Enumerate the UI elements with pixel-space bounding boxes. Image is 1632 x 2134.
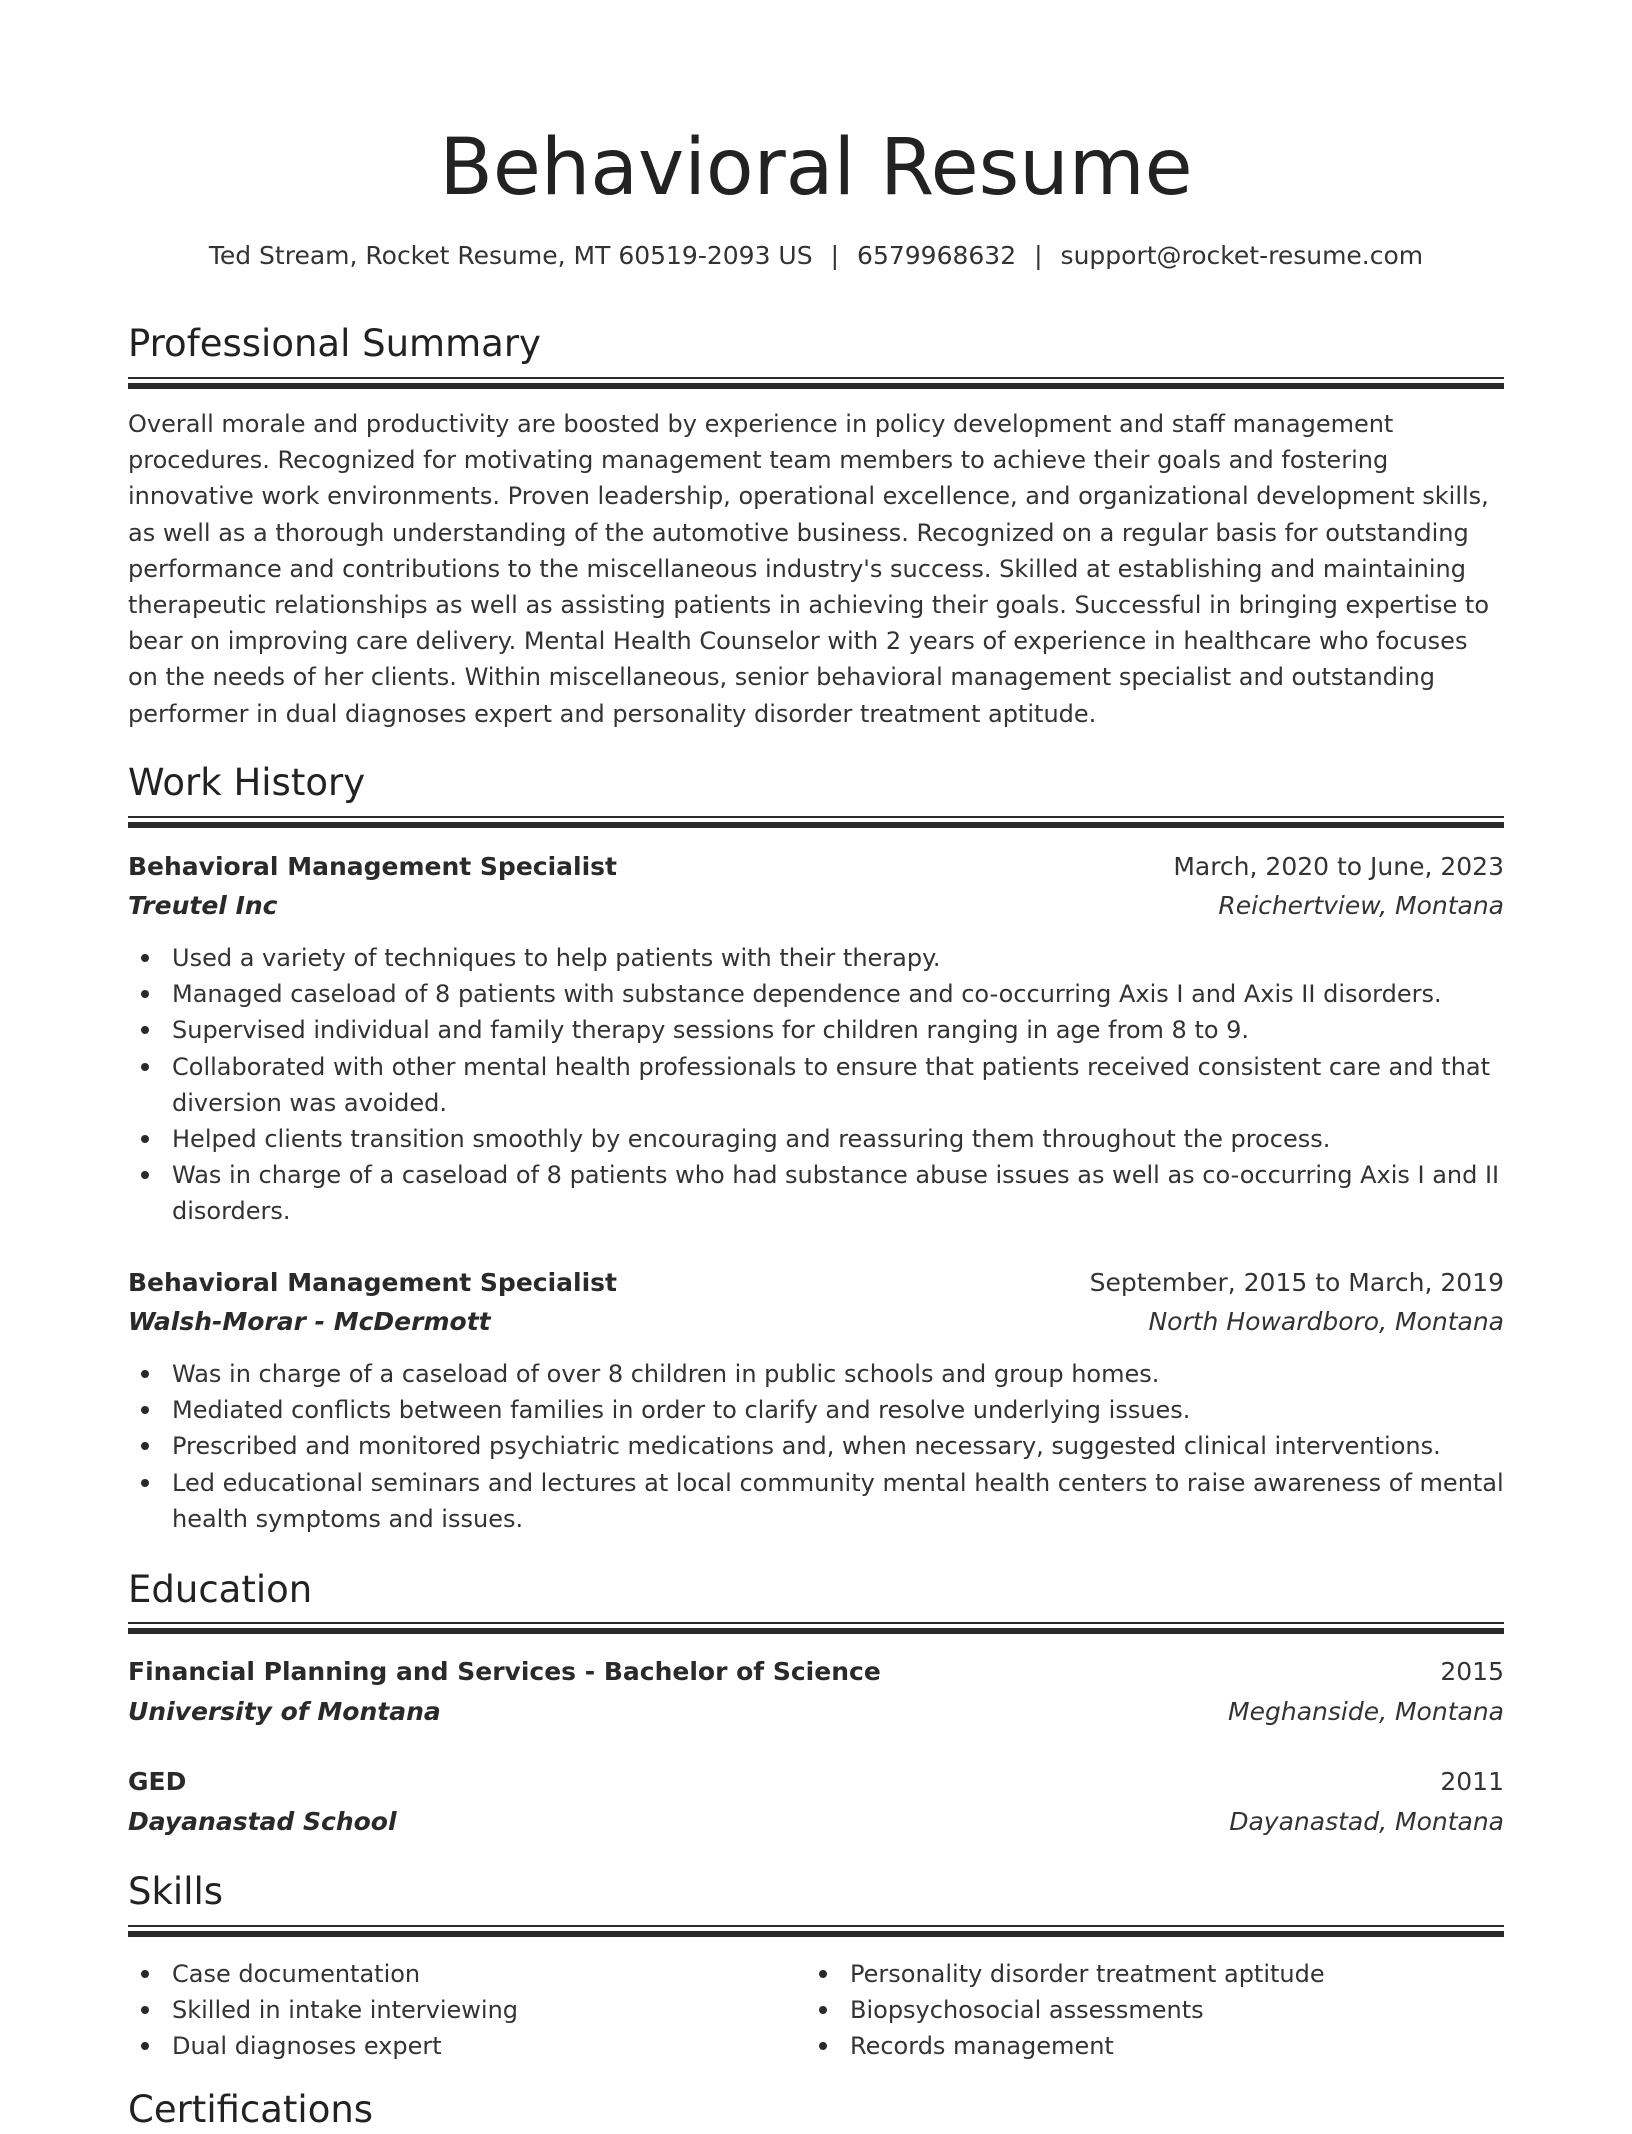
job-location: North Howardboro, Montana	[1148, 1307, 1504, 1336]
section-divider	[128, 816, 1504, 828]
contact-line	[128, 238, 1504, 274]
section-heading-education: Education	[128, 1568, 313, 1611]
list-item: Was in charge of a caseload of over 8 children in public schools and group homes.	[128, 1356, 1504, 1392]
job-subheader	[128, 886, 1504, 926]
bullet-icon	[819, 1970, 827, 1978]
list-item: Personality disorder treatment aptitude	[806, 1956, 1466, 1992]
section-heading-certifications: Certifications	[128, 2088, 374, 2131]
contact-phone: 6579968632	[857, 241, 1017, 270]
education-subheader	[128, 1802, 1504, 1842]
job-title: Behavioral Management Specialist	[128, 852, 618, 881]
job-location: Reichertview, Montana	[1218, 891, 1504, 920]
list-item: Biopsychosocial assessments	[806, 1992, 1466, 2028]
list-item: Mediated conflicts between families in order to clarify and resolve underlying issues.	[128, 1392, 1504, 1428]
section-divider	[128, 1622, 1504, 1634]
list-item: Case documentation	[128, 1956, 788, 1992]
job-dates: March, 2020 to June, 2023	[1173, 852, 1504, 881]
bullet-icon	[141, 2042, 149, 2050]
job-company: Walsh-Morar - McDermott	[128, 1307, 491, 1336]
job-company: Treutel Inc	[128, 891, 278, 920]
education-header	[128, 1652, 1504, 1692]
job-bullets	[128, 940, 1504, 1230]
bullet-icon	[819, 2006, 827, 2014]
bullet-icon	[141, 1171, 149, 1179]
bullet-icon	[141, 1063, 149, 1071]
bullet-icon	[141, 1370, 149, 1378]
list-item: Managed caseload of 8 patients with substance dependence and co-occurring Axis I and Axis II disorders.	[128, 976, 1504, 1012]
bullet-icon	[141, 1442, 149, 1450]
bullet-icon	[141, 1479, 149, 1487]
education-degree: GED	[128, 1767, 187, 1796]
contact-email: support@rocket-resume.com	[1060, 241, 1424, 270]
section-divider	[128, 1925, 1504, 1937]
list-item: Dual diagnoses expert	[128, 2028, 788, 2064]
contact-address: Ted Stream, Rocket Resume, MT 60519-2093 US	[208, 241, 813, 270]
education-subheader	[128, 1692, 1504, 1732]
job-header	[128, 847, 1504, 887]
job-subheader	[128, 1302, 1504, 1342]
education-year: 2015	[1440, 1657, 1504, 1686]
list-item: Led educational seminars and lectures at local community mental health centers to raise awareness of mental health symptoms and issues.	[128, 1465, 1504, 1537]
job-title: Behavioral Management Specialist	[128, 1268, 618, 1297]
education-school: University of Montana	[128, 1697, 441, 1726]
job-bullets	[128, 1356, 1504, 1537]
education-location: Meghanside, Montana	[1228, 1697, 1504, 1726]
bullet-icon	[141, 1406, 149, 1414]
section-heading-work-history: Work History	[128, 761, 366, 804]
education-school: Dayanastad School	[128, 1807, 397, 1836]
bullet-icon	[141, 954, 149, 962]
list-item: Used a variety of techniques to help patients with their therapy.	[128, 940, 1504, 976]
list-item: Was in charge of a caseload of 8 patients who had substance abuse issues as well as co-occurring Axis I and II disorders.	[128, 1157, 1504, 1229]
bullet-icon	[141, 2006, 149, 2014]
education-header	[128, 1762, 1504, 1802]
skills-list-left	[128, 1956, 788, 2065]
section-heading-skills: Skills	[128, 1870, 224, 1913]
section-heading-summary: Professional Summary	[128, 322, 541, 365]
page-title: Behavioral Resume	[439, 123, 1193, 213]
list-item: Collaborated with other mental health professionals to ensure that patients received consistent care and that diversion was avoided.	[128, 1049, 1504, 1121]
education-degree: Financial Planning and Services - Bachelor of Science	[128, 1657, 881, 1686]
summary-text: Overall morale and productivity are boosted by experience in policy development and staff management procedures. Recognized for motivating management team members to achieve their goals and fostering innovative work environments. Proven leadership, operational excellence, and organizational development skills, as well as a thorough understanding of the automotive business. Recognized on a regular basis for outstanding performance and contributions to the miscellaneous industry's success. Skilled at establishing and maintaining therapeutic relationships as well as assisting patients in achieving their goals. Successful in bringing expertise to bear on improving care delivery. Mental Health Counselor with 2 years of experience in healthcare who focuses on the needs of her clients. Within miscellaneous, senior behavioral management specialist and outstanding performer in dual diagnoses expert and personality disorder treatment aptitude.	[128, 410, 1490, 728]
list-item: Prescribed and monitored psychiatric medications and, when necessary, suggested clinical interventions.	[128, 1428, 1504, 1464]
list-item: Supervised individual and family therapy sessions for children ranging in age from 8 to 9.	[128, 1012, 1504, 1048]
list-item: Skilled in intake interviewing	[128, 1992, 788, 2028]
contact-separator: |	[1034, 241, 1043, 270]
bullet-icon	[141, 1026, 149, 1034]
education-year: 2011	[1440, 1767, 1504, 1796]
job-dates: September, 2015 to March, 2019	[1089, 1268, 1504, 1297]
contact-separator: |	[830, 241, 840, 270]
bullet-icon	[141, 1970, 149, 1978]
bullet-icon	[141, 990, 149, 998]
education-location: Dayanastad, Montana	[1229, 1807, 1504, 1836]
job-header	[128, 1263, 1504, 1303]
list-item: Helped clients transition smoothly by encouraging and reassuring them throughout the process.	[128, 1121, 1504, 1157]
bullet-icon	[141, 1135, 149, 1143]
list-item: Records management	[806, 2028, 1466, 2064]
bullet-icon	[819, 2042, 827, 2050]
section-divider	[128, 377, 1504, 389]
skills-list-right	[806, 1956, 1466, 2065]
